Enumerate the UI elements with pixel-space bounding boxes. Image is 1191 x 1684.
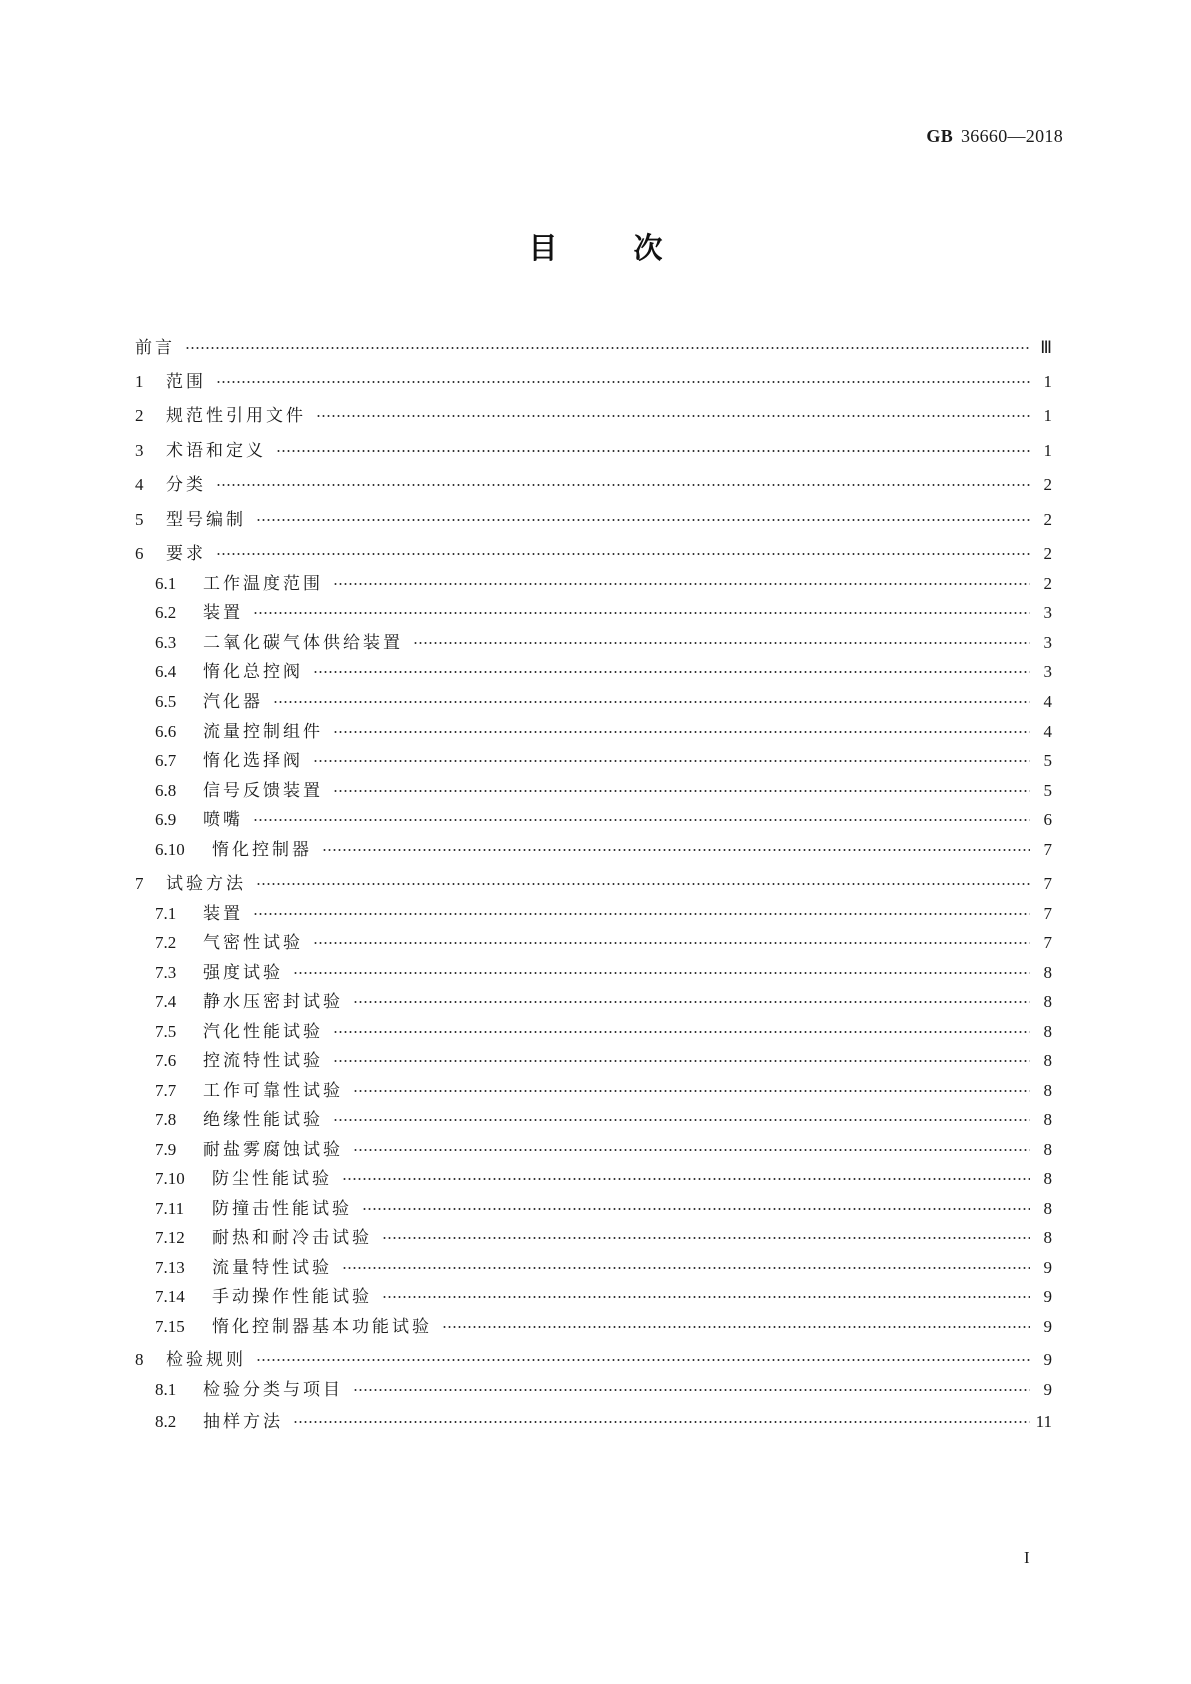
dot-leader — [413, 642, 1030, 644]
toc-entry-number: 7.15 — [155, 1317, 185, 1336]
standard-number: 36660—2018 — [961, 126, 1063, 146]
toc-entry-page: 9 — [1043, 1258, 1052, 1277]
toc-entry[interactable] — [135, 1109, 1052, 1131]
toc-entry-label: 耐热和耐冷击试验 — [212, 1228, 372, 1248]
toc-entry-page: 2 — [1043, 574, 1052, 593]
dot-leader — [313, 671, 1030, 673]
dot-leader — [442, 1326, 1030, 1328]
toc-entry-number: 5 — [135, 510, 144, 529]
toc-entry-page: 8 — [1043, 1051, 1052, 1070]
toc-entry[interactable] — [135, 1198, 1052, 1220]
toc-entry[interactable] — [135, 780, 1052, 802]
dot-leader — [293, 1421, 1030, 1423]
toc-entry[interactable] — [135, 691, 1052, 713]
toc-entry-number: 2 — [135, 406, 144, 425]
toc-entry[interactable] — [135, 405, 1052, 427]
toc-entry[interactable] — [135, 1411, 1052, 1433]
toc-entry-label: 流量控制组件 — [203, 722, 323, 742]
toc-entry-number: 8.1 — [155, 1380, 177, 1399]
toc-entry-number: 7.6 — [155, 1051, 177, 1070]
toc-entry-label: 抽样方法 — [203, 1412, 283, 1432]
toc-entry[interactable] — [135, 721, 1052, 743]
toc-entry[interactable] — [135, 1316, 1052, 1338]
toc-entry[interactable] — [135, 543, 1052, 565]
toc-entry[interactable] — [135, 1050, 1052, 1072]
dot-leader — [273, 701, 1030, 703]
toc-entry-page: 9 — [1043, 1380, 1052, 1399]
toc-entry-number: 8 — [135, 1350, 144, 1369]
toc-entry[interactable] — [135, 661, 1052, 683]
toc-entry-page: 8 — [1043, 1022, 1052, 1041]
toc-entry-label: 耐盐雾腐蚀试验 — [203, 1140, 343, 1160]
toc-entry[interactable] — [135, 509, 1052, 531]
toc-entry[interactable] — [135, 1257, 1052, 1279]
dot-leader — [342, 1178, 1030, 1180]
toc-entry-page: 3 — [1043, 633, 1052, 652]
toc-entry-label: 汽化性能试验 — [203, 1022, 323, 1042]
toc-entry-label: 装置 — [203, 603, 243, 623]
toc-entry[interactable] — [135, 809, 1052, 831]
toc-entry-label: 要求 — [166, 544, 206, 564]
dot-leader — [353, 1001, 1030, 1003]
toc-entry-number: 7.2 — [155, 933, 177, 952]
toc-title-char-1: 目 — [528, 231, 558, 265]
toc-entry[interactable] — [135, 932, 1052, 954]
toc-entry-page: 11 — [1035, 1412, 1052, 1431]
toc-entry[interactable] — [135, 337, 1052, 359]
toc-entry-number: 6.7 — [155, 751, 177, 770]
toc-entry-number: 6.1 — [155, 574, 177, 593]
dot-leader — [353, 1149, 1030, 1151]
dot-leader — [256, 519, 1030, 521]
toc-entry-page: 9 — [1043, 1317, 1052, 1336]
toc-title — [0, 226, 1191, 267]
toc-entry-page: 5 — [1043, 751, 1052, 770]
toc-entry-page: 1 — [1043, 406, 1052, 425]
dot-leader — [342, 1267, 1030, 1269]
toc-entry[interactable] — [135, 873, 1052, 895]
dot-leader — [276, 450, 1030, 452]
toc-entry-page: 7 — [1043, 904, 1052, 923]
toc-entry-page: 8 — [1043, 1228, 1052, 1247]
toc-entry-label: 二氧化碳气体供给装置 — [203, 633, 403, 653]
toc-entry-number: 6.8 — [155, 781, 177, 800]
toc-entry-number: 7.13 — [155, 1258, 185, 1277]
toc-entry-number: 6.10 — [155, 840, 185, 859]
toc-entry[interactable] — [135, 1139, 1052, 1161]
toc-entry-page: 8 — [1043, 1169, 1052, 1188]
dot-leader — [216, 381, 1030, 383]
dot-leader — [382, 1296, 1030, 1298]
dot-leader — [313, 760, 1030, 762]
dot-leader — [256, 1359, 1030, 1361]
dot-leader — [333, 1031, 1030, 1033]
toc-entry[interactable] — [135, 474, 1052, 496]
dot-leader — [333, 583, 1030, 585]
toc-entry[interactable] — [135, 602, 1052, 624]
toc-entry-page: 2 — [1043, 510, 1052, 529]
toc-entry-label: 防撞击性能试验 — [212, 1199, 352, 1219]
toc-entry[interactable] — [135, 962, 1052, 984]
toc-entry-page: 1 — [1043, 372, 1052, 391]
dot-leader — [256, 883, 1030, 885]
toc-entry-number: 7.11 — [155, 1199, 185, 1218]
toc-entry-page: 3 — [1043, 603, 1052, 622]
toc-entry-page: 8 — [1043, 992, 1052, 1011]
toc-entry-number: 7.1 — [155, 904, 177, 923]
dot-leader — [322, 849, 1030, 851]
toc-entry-page: 7 — [1043, 840, 1052, 859]
toc-entry-page: 9 — [1043, 1350, 1052, 1369]
toc-entry-label: 规范性引用文件 — [166, 406, 306, 426]
standard-prefix: GB — [926, 126, 953, 146]
toc-entry-label: 分类 — [166, 475, 206, 495]
toc-entry-label: 强度试验 — [203, 963, 283, 983]
toc-entry-label: 工作温度范围 — [203, 574, 323, 594]
toc-entry-label: 工作可靠性试验 — [203, 1081, 343, 1101]
toc-entry-label: 流量特性试验 — [212, 1258, 332, 1278]
toc-entry-label: 装置 — [203, 904, 243, 924]
toc-entry-page: 7 — [1043, 933, 1052, 952]
toc-entry-number: 6.9 — [155, 810, 177, 829]
toc-entry-number: 6.4 — [155, 662, 177, 681]
toc-entry-page: 5 — [1043, 781, 1052, 800]
toc-entry-page: 2 — [1043, 544, 1052, 563]
toc-entry-number: 7.4 — [155, 992, 177, 1011]
toc-entry-page: Ⅲ — [1040, 338, 1052, 357]
toc-entry[interactable] — [135, 1286, 1052, 1308]
toc-entry-label: 检验分类与项目 — [203, 1380, 343, 1400]
toc-entry-label: 喷嘴 — [203, 810, 243, 830]
toc-entry-number: 6.5 — [155, 692, 177, 711]
toc-entry-label: 气密性试验 — [203, 933, 303, 953]
toc-entry-label: 检验规则 — [166, 1350, 246, 1370]
toc-entry-number: 8.2 — [155, 1412, 177, 1431]
toc-entry-label: 术语和定义 — [166, 441, 266, 461]
toc-entry-label: 范围 — [166, 372, 206, 392]
dot-leader — [293, 972, 1030, 974]
toc-entry[interactable] — [135, 1227, 1052, 1249]
dot-leader — [216, 484, 1030, 486]
toc-entry-number: 7.9 — [155, 1140, 177, 1159]
dot-leader — [253, 819, 1030, 821]
toc-entry-label: 惰化控制器 — [212, 840, 312, 860]
toc-entry-page: 3 — [1043, 662, 1052, 681]
toc-entry-page: 9 — [1043, 1287, 1052, 1306]
toc-entry-page: 8 — [1043, 1110, 1052, 1129]
toc-entry-number: 6.3 — [155, 633, 177, 652]
toc-entry[interactable] — [135, 991, 1052, 1013]
toc-entry[interactable] — [135, 371, 1052, 393]
toc-entry[interactable] — [135, 903, 1052, 925]
toc-entry-label: 惰化选择阀 — [203, 751, 303, 771]
dot-leader — [353, 1389, 1030, 1391]
toc-entry-number: 6.6 — [155, 722, 177, 741]
toc-entry-page: 6 — [1043, 810, 1052, 829]
toc-entry[interactable] — [135, 632, 1052, 654]
toc-entry-number: 7.12 — [155, 1228, 185, 1247]
toc-entry-label: 型号编制 — [166, 510, 246, 530]
dot-leader — [253, 612, 1030, 614]
toc-entry-page: 8 — [1043, 1081, 1052, 1100]
toc-entry[interactable] — [135, 750, 1052, 772]
dot-leader — [382, 1237, 1030, 1239]
toc-entry-number: 3 — [135, 441, 144, 460]
toc-entry[interactable] — [135, 1379, 1052, 1401]
toc-entry-number: 7.8 — [155, 1110, 177, 1129]
toc-entry-page: 4 — [1043, 722, 1052, 741]
dot-leader — [333, 731, 1030, 733]
toc-entry-label: 静水压密封试验 — [203, 992, 343, 1012]
toc-entry-number: 1 — [135, 372, 144, 391]
toc-entry-label: 手动操作性能试验 — [212, 1287, 372, 1307]
dot-leader — [353, 1090, 1030, 1092]
toc-entry-label: 惰化控制器基本功能试验 — [212, 1317, 432, 1337]
toc-entry-number: 7.10 — [155, 1169, 185, 1188]
toc-entry[interactable] — [135, 440, 1052, 462]
dot-leader — [313, 942, 1030, 944]
toc-entry-page: 2 — [1043, 475, 1052, 494]
toc-entry-number: 6.2 — [155, 603, 177, 622]
toc-entry-page: 8 — [1043, 1140, 1052, 1159]
page-number: I — [1024, 1548, 1030, 1567]
toc-entry-number: 7.7 — [155, 1081, 177, 1100]
toc-entry[interactable] — [135, 1021, 1052, 1043]
toc-entry[interactable] — [135, 1349, 1052, 1371]
toc-entry[interactable] — [135, 1168, 1052, 1190]
toc-entry-label: 防尘性能试验 — [212, 1169, 332, 1189]
toc-entry-label: 控流特性试验 — [203, 1051, 323, 1071]
toc-entry[interactable] — [135, 1080, 1052, 1102]
dot-leader — [333, 790, 1030, 792]
dot-leader — [333, 1119, 1030, 1121]
toc-entry-label: 汽化器 — [203, 692, 263, 712]
dot-leader — [253, 913, 1030, 915]
toc-entry-label: 信号反馈装置 — [203, 781, 323, 801]
dot-leader — [333, 1060, 1030, 1062]
dot-leader — [216, 553, 1030, 555]
toc-entry-page: 7 — [1043, 874, 1052, 893]
toc-entry-number: 4 — [135, 475, 144, 494]
toc-entry-label: 试验方法 — [166, 874, 246, 894]
standard-code — [926, 126, 1063, 147]
toc-entry-page: 4 — [1043, 692, 1052, 711]
toc-entry-page: 1 — [1043, 441, 1052, 460]
toc-entry-label: 惰化总控阀 — [203, 662, 303, 682]
toc-title-char-2: 次 — [633, 231, 663, 265]
toc-entry-number: 7.14 — [155, 1287, 185, 1306]
toc-entry-number: 7 — [135, 874, 144, 893]
toc-entry-number: 6 — [135, 544, 144, 563]
toc-entry-number: 7.5 — [155, 1022, 177, 1041]
dot-leader — [185, 347, 1030, 349]
toc-entry-label: 前言 — [135, 338, 175, 358]
toc-entry[interactable] — [135, 573, 1052, 595]
toc-entry-label: 绝缘性能试验 — [203, 1110, 323, 1130]
toc-entry-page: 8 — [1043, 1199, 1052, 1218]
toc-entry-page: 8 — [1043, 963, 1052, 982]
toc-entry-number: 7.3 — [155, 963, 177, 982]
dot-leader — [362, 1208, 1030, 1210]
dot-leader — [316, 415, 1030, 417]
toc-entry[interactable] — [135, 839, 1052, 861]
